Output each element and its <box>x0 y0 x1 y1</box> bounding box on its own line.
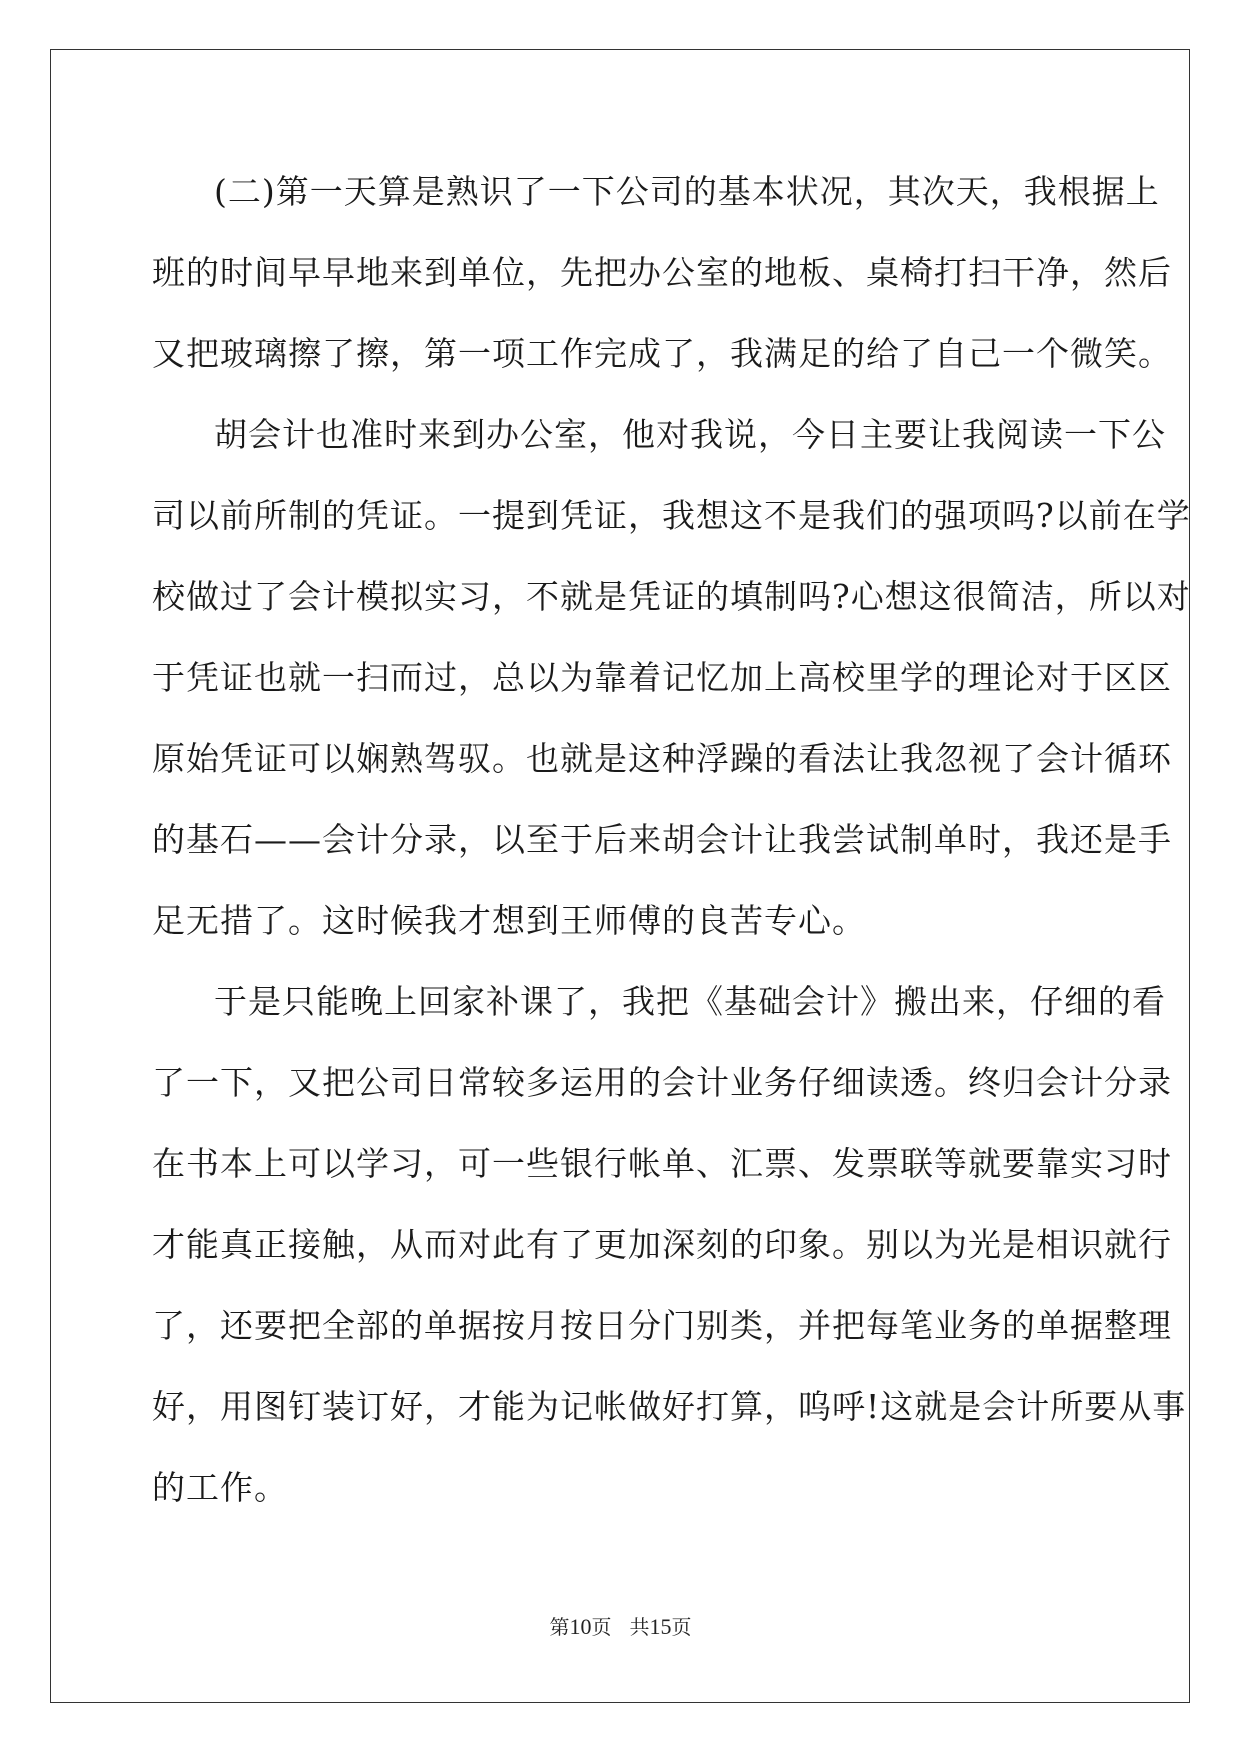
paragraph-2-line-4: 于凭证也就一扫而过，总以为靠着记忆加上高校里学的理论对于区区 <box>152 658 1172 697</box>
paragraph-3-line-1: 于是只能晚上回家补课了，我把《基础会计》搬出来，仔细的看 <box>214 982 1166 1021</box>
paragraph-2-line-2: 司以前所制的凭证。一提到凭证，我想这不是我们的强项吗?以前在学 <box>152 496 1191 535</box>
paragraph-3-line-4: 才能真正接触，从而对此有了更加深刻的印象。别以为光是相识就行 <box>152 1225 1172 1264</box>
paragraph-3-line-5: 了，还要把全部的单据按月按日分门别类，并把每笔业务的单据整理 <box>152 1306 1172 1345</box>
paragraph-3-line-7: 的工作。 <box>152 1468 288 1507</box>
paragraph-2-line-3: 校做过了会计模拟实习，不就是凭证的填制吗?心想这很简洁，所以对 <box>152 577 1191 616</box>
total-pages-suffix: 页 <box>671 1615 692 1639</box>
total-pages-prefix: 共 <box>629 1615 650 1639</box>
paragraph-1-line-1: (二)第一天算是熟识了一下公司的基本状况，其次天，我根据上 <box>214 172 1160 211</box>
paragraph-1-line-3: 又把玻璃擦了擦，第一项工作完成了，我满足的给了自己一个微笑。 <box>152 334 1172 373</box>
document-body <box>152 160 1191 1537</box>
paragraph-2-line-1: 胡会计也准时来到办公室，他对我说，今日主要让我阅读一下公 <box>214 415 1166 454</box>
paragraph-2-line-7: 足无措了。这时候我才想到王师傅的良苦专心。 <box>152 901 866 940</box>
total-pages: 15 <box>649 1614 672 1639</box>
paragraph-3-line-6: 好，用图钉装订好，才能为记帐做好打算，呜呼!这就是会计所要从事 <box>152 1387 1187 1426</box>
page-number-prefix: 第 <box>549 1615 570 1639</box>
paragraph-1-line-2: 班的时间早早地来到单位，先把办公室的地板、桌椅打扫干净，然后 <box>152 253 1172 292</box>
paragraph-3-line-3: 在书本上可以学习，可一些银行帐单、汇票、发票联等就要靠实习时 <box>152 1144 1172 1183</box>
page-footer <box>0 1611 1241 1640</box>
paragraph-3-line-2: 了一下，又把公司日常较多运用的会计业务仔细读透。终归会计分录 <box>152 1063 1172 1102</box>
paragraph-2-line-6: 的基石——会计分录，以至于后来胡会计让我尝试制单时，我还是手 <box>152 820 1172 859</box>
paragraph-2-line-5: 原始凭证可以娴熟驾驭。也就是这种浮躁的看法让我忽视了会计循环 <box>152 739 1172 778</box>
page-number: 10 <box>569 1614 592 1639</box>
page-number-suffix: 页 <box>591 1615 612 1639</box>
